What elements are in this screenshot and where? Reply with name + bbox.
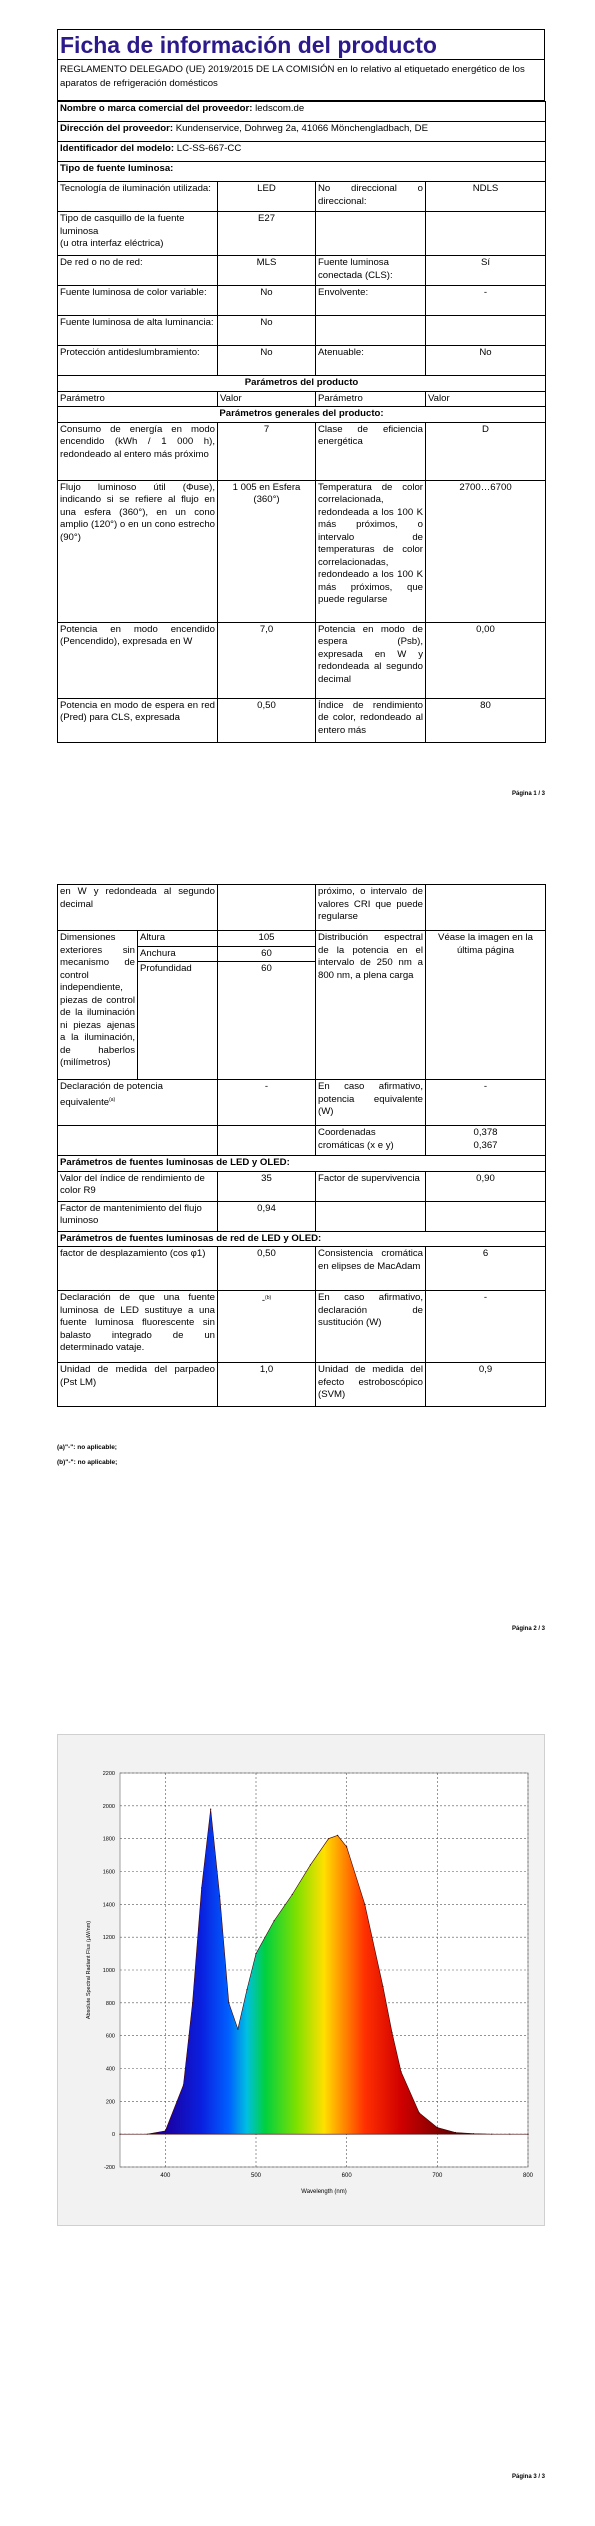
supplier-table — [57, 101, 546, 743]
equivalent-power-label: Declaración de potencia equivalente$^{(a)}$ — [58, 1080, 218, 1126]
cell — [426, 316, 546, 346]
cell: - — [426, 1291, 546, 1363]
model-row — [58, 142, 546, 162]
cell: Clase de eficiencia energética — [316, 422, 426, 480]
model-value: LC-SS-667-CC — [176, 143, 242, 154]
led-params-header: Parámetros de fuentes luminosas de LED y OLED: — [58, 1156, 546, 1172]
data-point — [419, 2112, 420, 2113]
cell: 1,0 — [218, 1363, 316, 1407]
cell: Potencia en modo de espera en red (Pred) para CLS, expresada — [58, 698, 218, 742]
cell: - — [218, 1080, 316, 1126]
col-value-header: Valor — [426, 391, 546, 407]
dim-name: Anchura — [138, 946, 218, 962]
y-tick-label: 1200 — [102, 1935, 115, 1942]
data-point — [147, 2134, 148, 2135]
cell: Factor de mantenimiento del flujo luminoso — [58, 1201, 218, 1231]
cell: 0,9 — [426, 1363, 546, 1407]
x-tick-label: 400 — [160, 2173, 171, 2179]
cell — [316, 316, 426, 346]
page-number: Página 1 / 3 — [511, 791, 545, 797]
cell: factor de desplazamiento (cos φ1) — [58, 1247, 218, 1291]
cell: Potencia en modo de espera (Psb), expresada en W y redondeada al segundo decimal — [316, 622, 426, 698]
col-value-header: Valor — [218, 391, 316, 407]
mains-params-header: Parámetros de fuentes luminosas de red de LED y OLED: — [58, 1231, 546, 1247]
cell: 0,50 — [218, 698, 316, 742]
y-tick-label: 800 — [105, 2000, 115, 2007]
data-point — [246, 1989, 247, 1990]
cell: Protección antideslumbramiento: — [58, 346, 218, 376]
cell — [316, 1201, 426, 1231]
cell: NDLS — [426, 182, 546, 212]
cell: No — [218, 316, 316, 346]
cell: Consistencia cromática en elipses de MacAdam — [316, 1247, 426, 1291]
address-value: Kundenservice, Dohrweg 2a, 41066 Mönchengladbach, DE — [175, 123, 428, 134]
page-title: Ficha de información del producto — [57, 29, 545, 59]
data-point — [219, 1896, 220, 1897]
x-tick-label: 500 — [250, 2173, 262, 2179]
data-point — [455, 2132, 456, 2133]
y-axis-label: Absolute Spectral Radiant Flux (µW/nm) — [86, 1920, 92, 2020]
cell: Atenuable: — [316, 346, 426, 376]
address-label: Dirección del proveedor: — [60, 123, 174, 134]
cell: -$^{(b)}$ — [218, 1291, 316, 1363]
cell: En caso afirmativo, potencia equivalente (W) — [316, 1080, 426, 1126]
source-type-header: Tipo de fuente luminosa: — [58, 162, 546, 182]
cell: De red o no de red: — [58, 256, 218, 286]
cell: No — [426, 346, 546, 376]
data-point — [364, 1904, 365, 1905]
y-tick-label: 0 — [111, 2132, 115, 2139]
page-1 — [0, 0, 595, 840]
dim-name: Profundidad — [138, 962, 218, 1080]
footnote-a: (a)"-": no aplicable; — [57, 1444, 117, 1451]
cell — [218, 885, 316, 931]
page-2 — [0, 842, 595, 1684]
brand-value: ledscom.de — [255, 103, 305, 114]
cell: 0,50 — [218, 1247, 316, 1291]
cell: Tecnología de iluminación utilizada: — [58, 182, 218, 212]
data-point — [237, 2029, 238, 2030]
y-tick-label: 1600 — [102, 1869, 115, 1876]
data-point — [473, 2133, 474, 2134]
y-tick-label: 400 — [105, 2066, 115, 2073]
x-tick-label: 600 — [341, 2173, 352, 2179]
data-point — [274, 1920, 275, 1921]
cell: - — [426, 1080, 546, 1126]
chromaticity-coords: 0,378 0,367 — [426, 1126, 546, 1156]
col-param-header: Parámetro — [316, 391, 426, 407]
data-point — [192, 2002, 193, 2003]
data-point — [183, 2084, 184, 2085]
page-number: Página 3 / 3 — [511, 2474, 545, 2480]
x-tick-label: 800 — [522, 2173, 534, 2179]
cell: Fuente luminosa conectada (CLS): — [316, 256, 426, 286]
cell: Potencia en modo encendido (Pencendido), expresada en W — [58, 622, 218, 698]
data-point — [255, 1953, 256, 1954]
cell: Flujo luminoso útil (Φuse), indicando si se refiere al flujo en una esfera (360°), en un cono amplio (120°) o en un cono estrecho (90°) — [58, 480, 218, 622]
product-params-header: Parámetros del producto — [58, 376, 546, 392]
y-tick-label: 200 — [105, 2099, 115, 2106]
cell: 7 — [218, 422, 316, 480]
cell: LED — [218, 182, 316, 212]
y-tick-label: 2000 — [102, 1803, 115, 1810]
data-point — [491, 2134, 492, 2135]
data-point — [292, 1894, 293, 1895]
cell: Consumo de energía en modo encendido (kWh / 1 000 h), redondeado al entero más próximo — [58, 422, 218, 480]
brand-label: Nombre o marca comercial del proveedor: — [60, 103, 253, 114]
cell: En caso afirmativo, declaración de sustitución (W) — [316, 1291, 426, 1363]
data-point — [228, 2002, 229, 2003]
footnote-b: (b)"-": no aplicable; — [57, 1459, 118, 1466]
model-label: Identificador del modelo: — [60, 143, 175, 154]
y-tick-label: 2200 — [102, 1771, 115, 1777]
cell: próximo, o intervalo de valores CRI que puede regularse — [316, 885, 426, 931]
cell: Declaración de que una fuente luminosa de LED sustituye a una fuente luminosa fluorescente sin balasto integrado de un determinado vataje. — [58, 1291, 218, 1363]
spectral-value: Véase la imagen en la última página — [426, 931, 546, 1080]
cell: en W y redondeada al segundo decimal — [58, 885, 218, 931]
data-point — [391, 2032, 392, 2033]
data-point — [119, 2134, 120, 2135]
cell: MLS — [218, 256, 316, 286]
data-point — [437, 2127, 438, 2128]
cell: No — [218, 286, 316, 316]
dim-name: Altura — [138, 931, 218, 947]
cell — [426, 1201, 546, 1231]
brand-row — [58, 102, 546, 122]
dim-value: 60 — [218, 962, 316, 1080]
data-point — [509, 2134, 510, 2135]
data-point — [201, 1887, 202, 1888]
cell: Fuente luminosa de alta luminancia: — [58, 316, 218, 346]
y-tick-label: 600 — [105, 2033, 115, 2040]
data-point — [165, 2130, 166, 2131]
page-3 — [0, 1684, 595, 2526]
cell: Coordenadas cromáticas (x e y) — [316, 1126, 426, 1156]
data-point — [382, 1986, 383, 1987]
cell: 7,0 — [218, 622, 316, 698]
cell: 0,00 — [426, 622, 546, 698]
cell: Factor de supervivencia — [316, 1171, 426, 1201]
spectral-label: Distribución espectral de la potencia en el intervalo de 250 nm a 800 nm, a plena carga — [316, 931, 426, 1080]
cell: - — [426, 286, 546, 316]
cell: Unidad de medida del efecto estroboscópico (SVM) — [316, 1363, 426, 1407]
data-point — [328, 1838, 329, 1839]
cell — [58, 1126, 218, 1156]
cell: Valor del índice de rendimiento de color R9 — [58, 1171, 218, 1201]
cell: 2700…6700 — [426, 480, 546, 622]
cell: No — [218, 346, 316, 376]
spectral-chart-svg — [58, 1735, 546, 2227]
y-tick-label: 1400 — [102, 1902, 115, 1909]
cell: 6 — [426, 1247, 546, 1291]
data-point — [210, 1809, 211, 1810]
cell — [316, 212, 426, 256]
cell: Sí — [426, 256, 546, 286]
y-tick-label: 1800 — [102, 1836, 115, 1843]
data-point — [310, 1864, 311, 1865]
data-point — [337, 1835, 338, 1836]
y-tick-label: 1000 — [102, 1968, 115, 1974]
cell: 35 — [218, 1171, 316, 1201]
params-table-cont — [57, 884, 546, 1407]
data-point — [346, 1846, 347, 1847]
x-axis-label: Wavelength (nm) — [301, 2189, 347, 2195]
y-tick-label: -200 — [103, 2165, 115, 2171]
cell: Tipo de casquillo de la fuente luminosa (u otra interfaz eléctrica) — [58, 212, 218, 256]
regulation-subtitle: REGLAMENTO DELEGADO (UE) 2019/2015 DE LA COMISIÓN en lo relativo al etiquetado energético de los aparatos de refrigeración domésticos — [57, 59, 545, 101]
cell: 1 005 en Esfera (360°) — [218, 480, 316, 622]
cell: Fuente luminosa de color variable: — [58, 286, 218, 316]
cell: No direccional o direccional: — [316, 182, 426, 212]
cell: Envolvente: — [316, 286, 426, 316]
col-param-header: Parámetro — [58, 391, 218, 407]
cell: Índice de rendimiento de color, redondeado al entero más — [316, 698, 426, 742]
dimensions-label: Dimensiones exteriores sin mecanismo de control independiente, piezas de control de la iluminación ni piezas ajenas a la iluminación, de haberlos (milímetros) — [58, 931, 138, 1080]
cell: D — [426, 422, 546, 480]
cell: E27 — [218, 212, 316, 256]
cell — [218, 1126, 316, 1156]
cell: 80 — [426, 698, 546, 742]
cell — [426, 885, 546, 931]
cell — [426, 212, 546, 256]
dim-value: 105 — [218, 931, 316, 947]
x-tick-label: 700 — [432, 2173, 443, 2179]
address-row — [58, 122, 546, 142]
general-params-header: Parámetros generales del producto: — [58, 407, 546, 423]
page-number: Página 2 / 3 — [511, 1626, 545, 1632]
dim-value: 60 — [218, 946, 316, 962]
cell: Unidad de medida del parpadeo (Pst LM) — [58, 1363, 218, 1407]
data-point — [400, 2071, 401, 2072]
cell: Temperatura de color correlacionada, redondeada a los 100 K más próximos, o intervalo de temperaturas de color correlacionadas, redondeado a los 100 K más próximos, que puede regularse — [316, 480, 426, 622]
spectral-chart — [57, 1734, 545, 2226]
cell: 0,90 — [426, 1171, 546, 1201]
data-point — [527, 2134, 528, 2135]
cell: 0,94 — [218, 1201, 316, 1231]
